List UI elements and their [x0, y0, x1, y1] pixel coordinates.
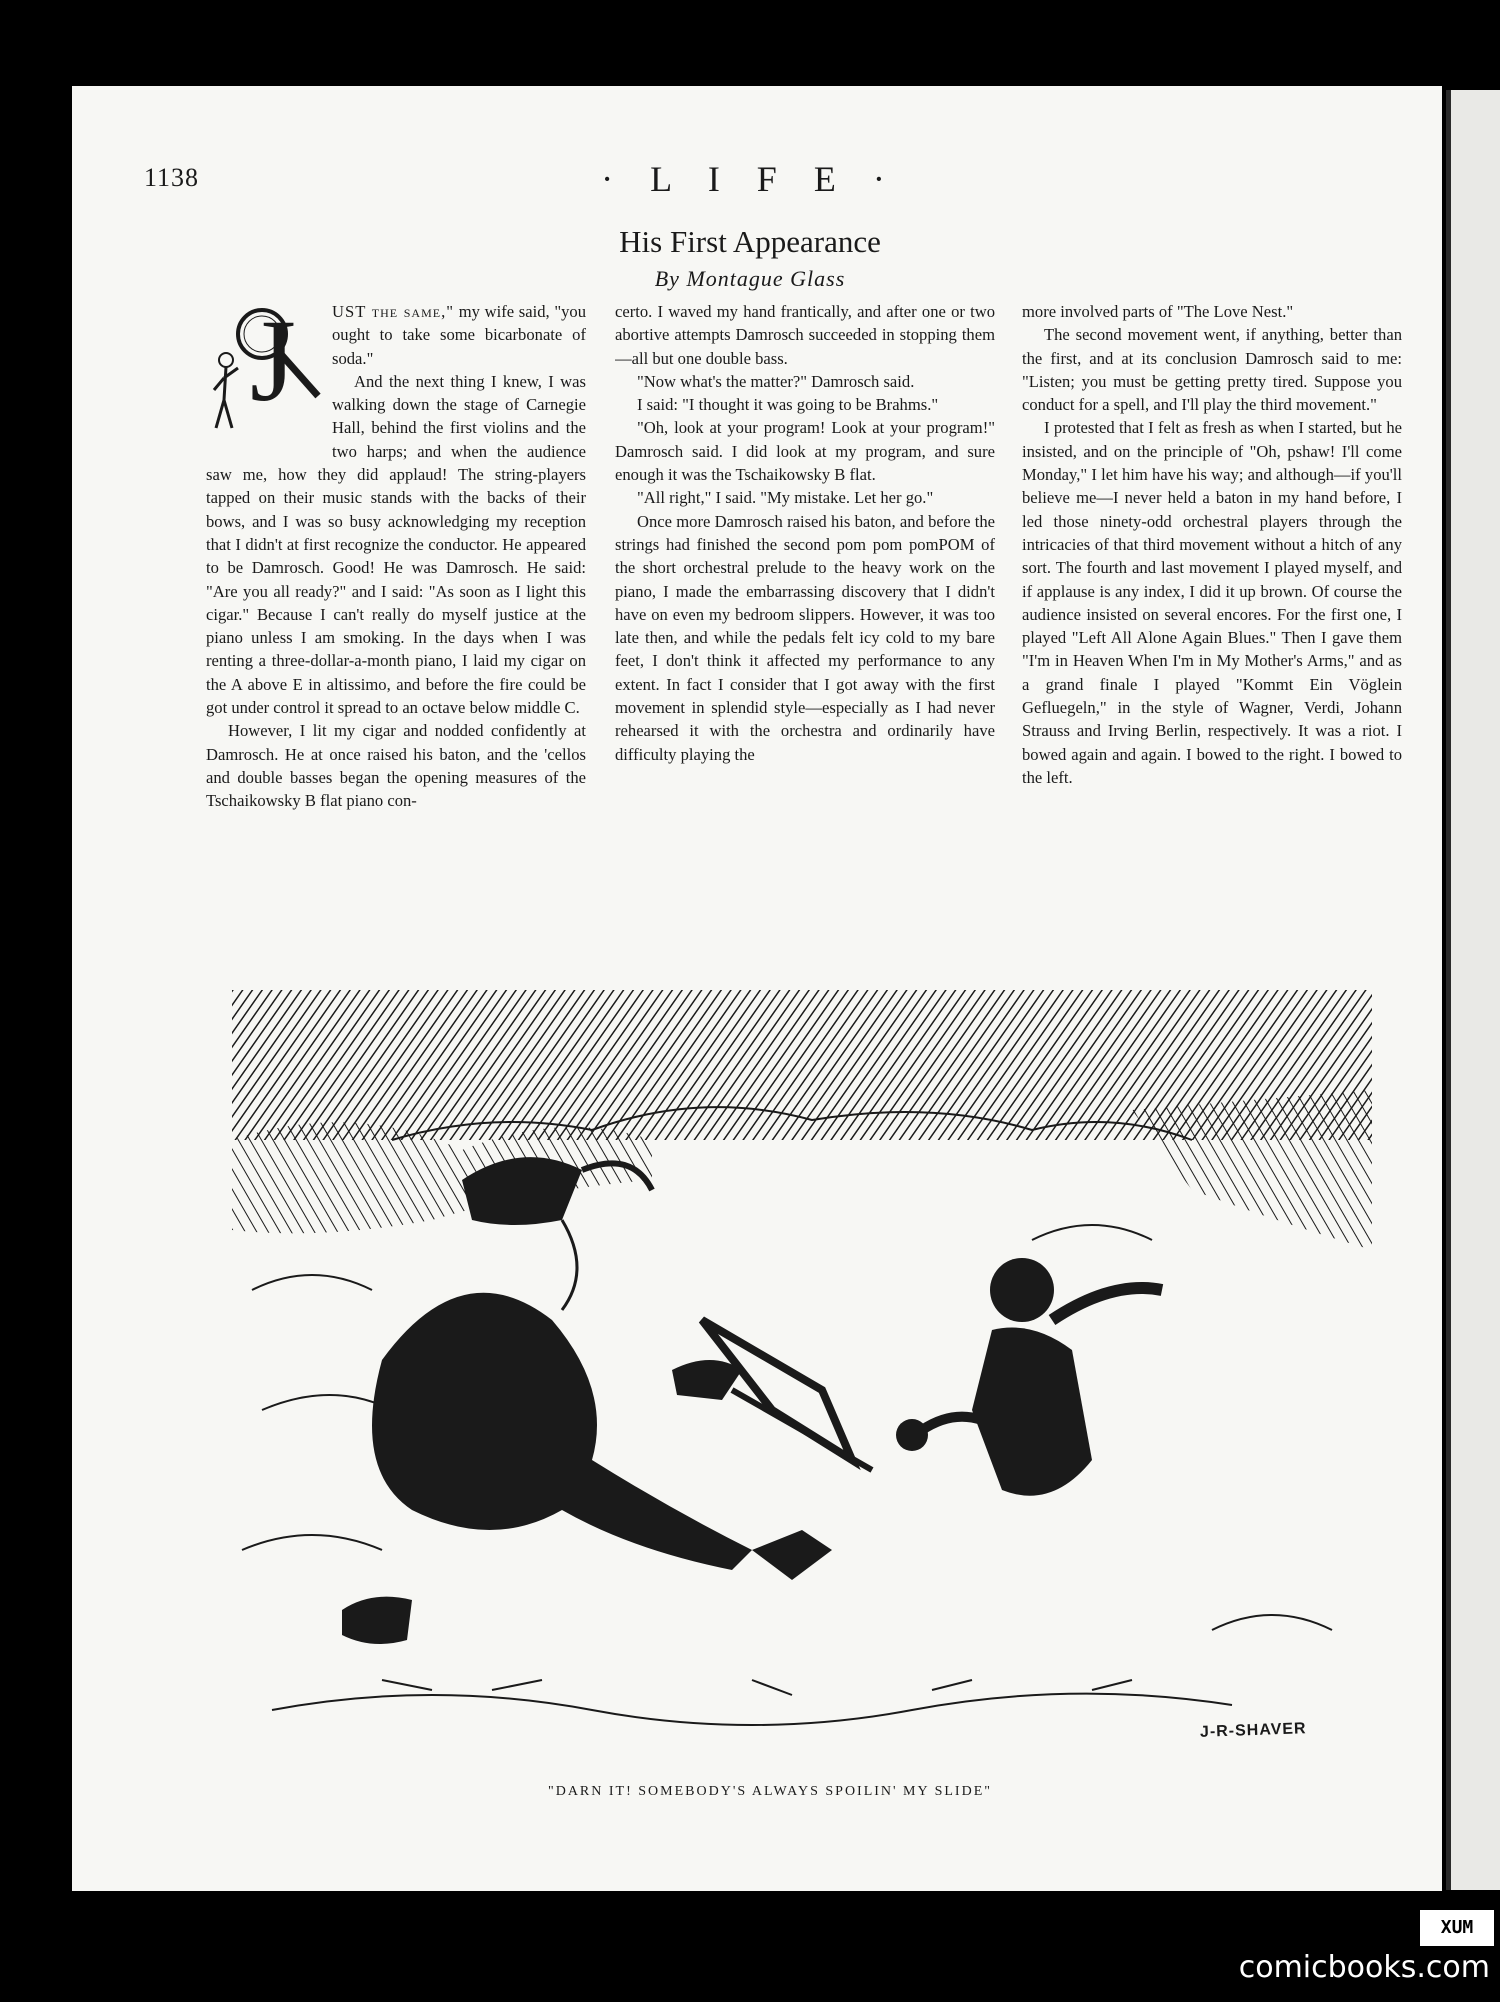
paragraph — [615, 300, 995, 370]
paragraph — [615, 393, 995, 416]
text-column-2 — [615, 300, 995, 970]
article-byline: By Montague Glass — [654, 266, 846, 291]
paragraph — [615, 486, 995, 509]
paragraph-text: Once more Damrosch raised his baton, and before the strings had finished the second pom pom pomPOM of the short orchestral prelude to the heavy work on the piano, I made the embarrassing discovery that I didn't have on even my bedroom slippers. However, it was too late then, and while the pedals felt icy cold to my bare feet, I don't think it affected my performance to any extent. In fact I consider that I got away with the first movement in splendid style—especially as I had never rehearsed it with the orchestra and ordinarily have difficulty playing the — [615, 511, 995, 764]
text-column-1 — [206, 300, 586, 970]
paragraph-text: However, I lit my cigar and nodded confidently at Damrosch. He at once raised his baton, and the 'cellos and double basses began the opening measures of the Tschaikowsky B flat piano con- — [206, 721, 586, 811]
paragraph — [615, 510, 995, 766]
paragraph-text: my wife said, "you ought to take some bicarbonate of soda." — [332, 302, 586, 368]
paragraph-text: I protested that I felt as fresh as when I started, but he insisted, and on the principle of "Oh, pshaw! I'll come Monday," I let him have his way; and although—if you'll believe me—I never held a baton in my hand before, I led those ninety-odd orchestral players through the intricacies of that third movement without a hitch of any sort. The fourth and last movement I played myself, and if applause is any index, I did it up brown. Of course the audience insisted on several encores. For the first one, I played "Left All Alone Again Blues." Then I gave them "I'm in Heaven When I'm in My Mother's Arms," and as a grand finale I played "Kommt Ein Vöglein Gefluegeln," in the style of Wagner, Verdi, Johann Strauss and Irving Berlin, respectively. It was a riot. I bowed again and again. I bowed to the right. I bowed to the left. — [1022, 418, 1402, 787]
dropcap-ornament — [206, 300, 324, 438]
watermark-text: comicbooks.com — [1238, 1950, 1490, 1985]
article-title: His First Appearance — [619, 224, 881, 259]
paragraph-text: "Oh, look at your program! Look at your program!" Damrosch said. I did look at my program, and sure enough it was the Tschaikowsky B flat. — [615, 418, 995, 485]
artist-signature: J-R-SHAVER — [1199, 1720, 1307, 1741]
paragraph-text: "All right," I said. "My mistake. Let her go." — [637, 488, 934, 508]
paragraph-text: "Now what's the matter?" Damrosch said. — [637, 371, 915, 391]
page-number: 1138 — [144, 163, 200, 192]
paragraph — [615, 370, 995, 393]
text-column-3 — [1022, 300, 1402, 970]
paragraph — [1022, 300, 1402, 323]
facing-page-edge — [1446, 90, 1500, 1890]
scan-tag: XUM — [1418, 1908, 1496, 1948]
paragraph — [206, 719, 586, 812]
paragraph — [1022, 416, 1402, 789]
paragraph-text: The second movement went, if anything, better than the first, and at its conclusion Damrosch said to me: "Listen; you must be getting pretty tired. Suppose you conduct for a spell, and I'll play the third movement." — [1022, 325, 1402, 415]
masthead: · L I F E · — [601, 159, 899, 199]
cartoon-illustration — [232, 990, 1372, 1770]
paragraph-text: certo. I waved my hand frantically, and after one or two abortive attempts Damrosch succeeded in stopping them—all but one double bass. — [615, 302, 995, 368]
lead-in: UST the same," — [332, 302, 455, 321]
dropcap-letter: J — [250, 300, 296, 426]
illustration-caption: "DARN IT! SOMEBODY'S ALWAYS SPOILIN' MY SLIDE" — [548, 1784, 992, 1799]
paragraph-text: I said: "I thought it was going to be Brahms." — [637, 395, 939, 415]
paragraph-text: more involved parts of "The Love Nest." — [1022, 302, 1294, 321]
paragraph-text: And the next thing I knew, I was walking down the stage of Carnegie Hall, behind the first violins and the two harps; and when the audience saw me, how they did applaud! The string-players tapped on their music stands with the backs of their bows, and I was so busy acknowledging my reception that I didn't at first recognize the conductor. He appeared to be Damrosch. Good! He was Damrosch. He said: "Are you all ready?" and I said: "As soon as I light this cigar." Because I can't really do myself justice at the piano unless I am smoking. In the days when I was renting a three-dollar-a-month piano, I laid my cigar on the A above E in altissimo, and before the fire could be got under control it spread to an octave below middle C. — [206, 371, 586, 718]
paragraph — [615, 416, 995, 486]
paragraph — [1022, 323, 1402, 416]
